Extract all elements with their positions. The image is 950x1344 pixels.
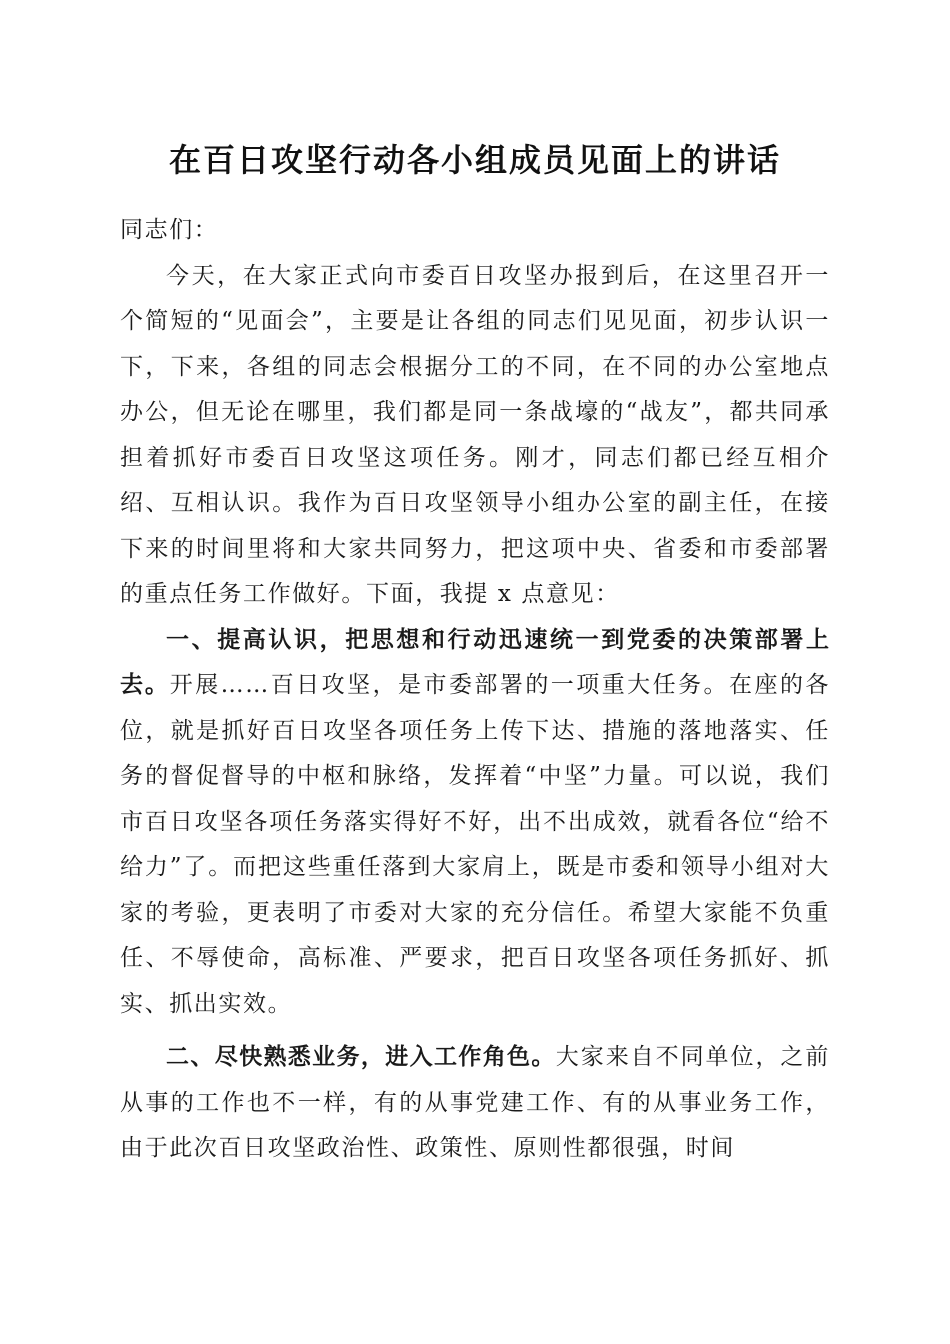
section-paragraph-1 bbox=[120, 618, 830, 1028]
document-title: 在百日攻坚行动各小组成员见面上的讲话 bbox=[168, 141, 781, 179]
section-text-2: 大家来自不同单位，之前从事的工作也不一样，有的从事党建工作、有的从事业务工作，由于此次百日攻坚政治性、政策性、原则性都很强，时间 bbox=[120, 1044, 830, 1161]
salutation: 同志们： bbox=[120, 217, 219, 243]
intro-paragraph: 今天，在大家正式向市委百日攻坚办报到后，在这里召开一个简短的“见面会”，主要是让各组的同志们见见面，初步认识一下，下来，各组的同志会根据分工的不同，在不同的办公室地点办公，但无论在哪里，我们都是同一条战壕的“战友”，都共同承担着抓好市委百日攻坚这项任务。刚才，同志们都已经互相介绍、互相认识。我作为百日攻坚领导小组办公室的副主任，在接下来的时间里将和大家共同努力，把这项中央、省委和市委部署的重点任务工作做好。下面，我提 x 点意见： bbox=[120, 262, 830, 607]
section-text-1: 开展……百日攻坚，是市委部署的一项重大任务。在座的各位，就是抓好百日攻坚各项任务上传下达、措施的落地落实、任务的督促督导的中枢和脉络，发挥着“中坚”力量。可以说，我们市百日攻坚各项任务落实得好不好，出不出成效，就看各位“给不给力”了。而把这些重任落到大家肩上，既是市委和领导小组对大家的考验，更表明了市委对大家的充分信任。希望大家能不负重任、不辱使命，高标准、严要求，把百日攻坚各项任务抓好、抓实、抓出实效。 bbox=[120, 672, 831, 1017]
document-body bbox=[120, 208, 830, 1172]
section-heading-1: 一、提高认识，把思想和行动迅速统一到党委的决策部署上去。 bbox=[120, 626, 830, 698]
section-heading-2: 二、尽快熟悉业务，进入工作角色。 bbox=[166, 1044, 556, 1070]
section-paragraph-2 bbox=[120, 1035, 830, 1172]
